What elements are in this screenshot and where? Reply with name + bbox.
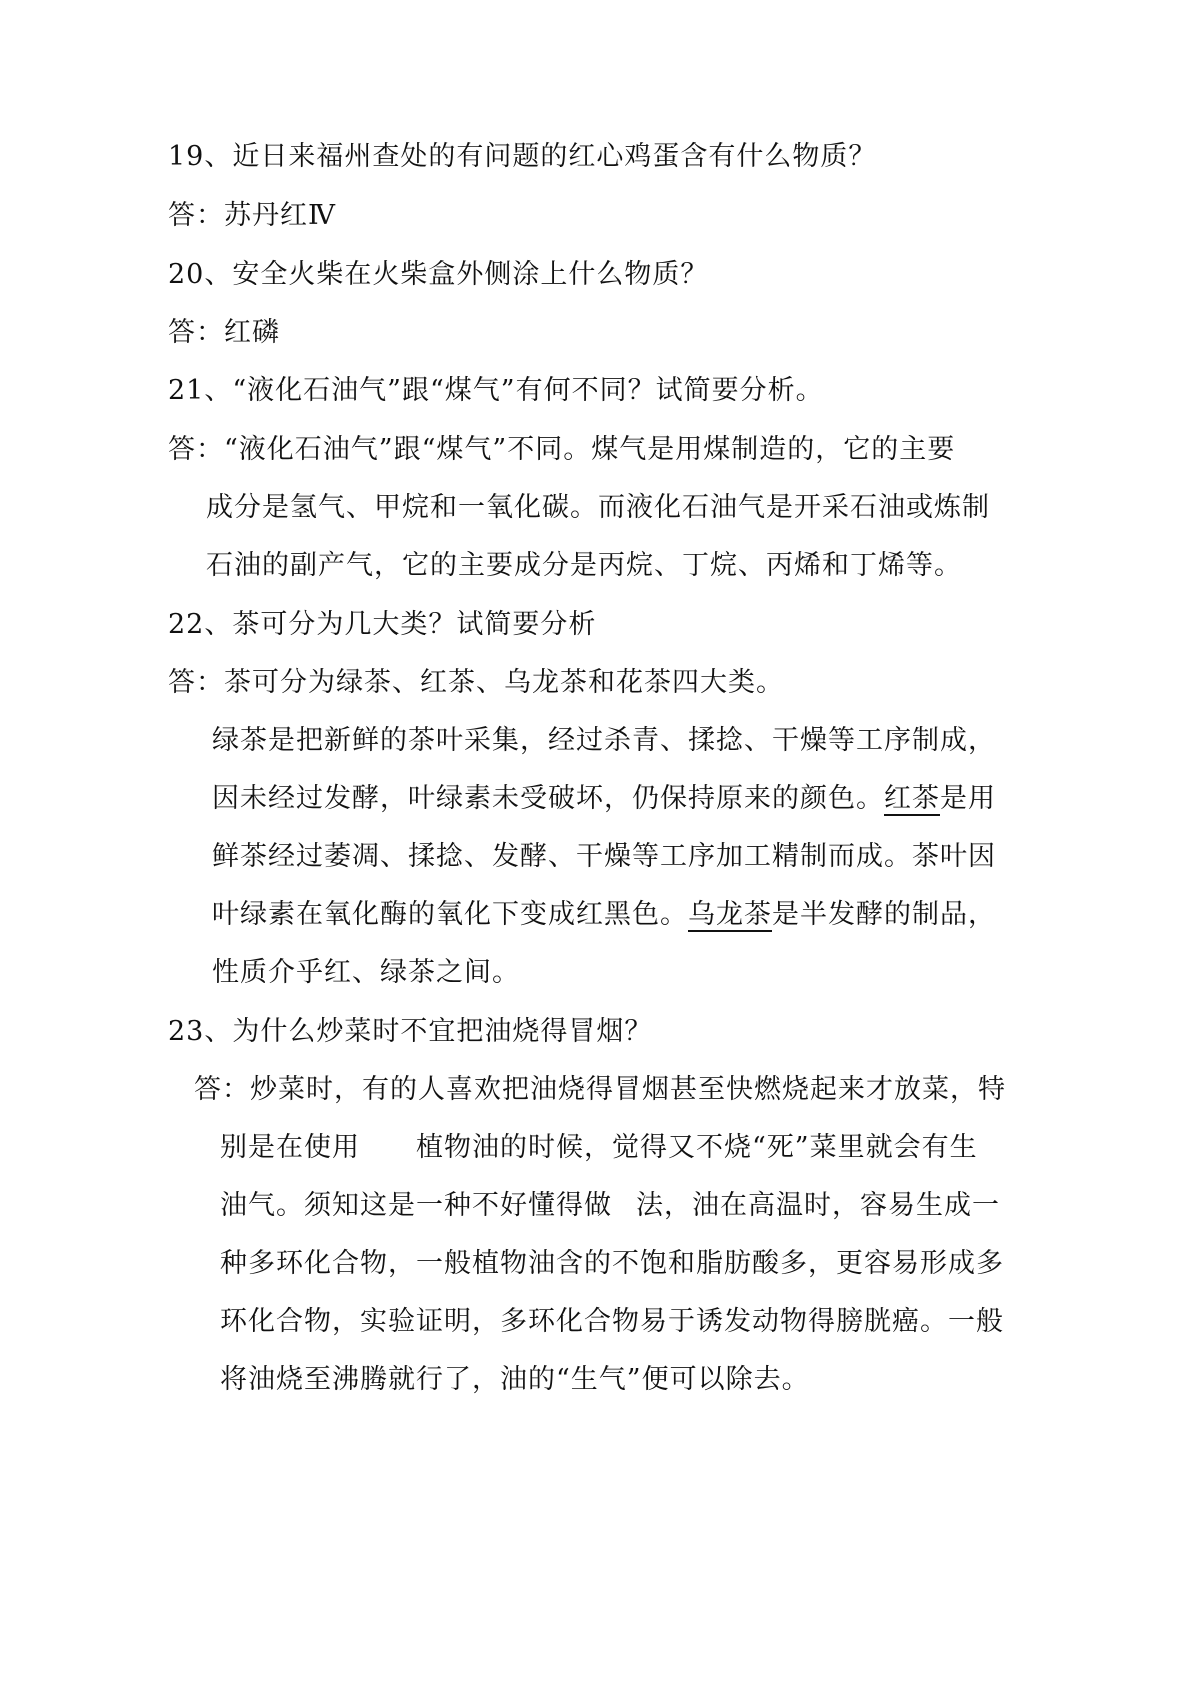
answer-23-line-2-b: 植物油的时候，觉得又不烧“死”菜里就会有生 [416, 1132, 978, 1163]
answer-19: 答：苏丹红Ⅳ [168, 200, 336, 231]
question-23: 23、为什么炒菜时不宜把油烧得冒烟？ [168, 1016, 653, 1047]
answer-21-line-3: 石油的副产气，它的主要成分是丙烷、丁烷、丙烯和丁烯等。 [206, 550, 962, 581]
answer-22-line-2-text: 因未经过发酵，叶绿素未受破坏，仍保持原来的颜色。 [212, 783, 884, 814]
answer-23-line-4: 种多环化合物，一般植物油含的不饱和脂肪酸多，更容易形成多 [220, 1248, 1004, 1279]
question-20: 20、安全火柴在火柴盒外侧涂上什么物质？ [168, 259, 709, 290]
answer-20: 答：红磷 [168, 317, 280, 348]
answer-23-line-1: 答：炒菜时，有的人喜欢把油烧得冒烟甚至快燃烧起来才放菜，特 [194, 1074, 1006, 1105]
answer-22-line-1: 绿茶是把新鲜的茶叶采集，经过杀青、揉捻、干燥等工序制成， [212, 725, 996, 756]
answer-23-line-5: 环化合物，实验证明，多环化合物易于诱发动物得膀胱癌。一般 [220, 1306, 1004, 1337]
answer-22-line-4 [212, 895, 996, 935]
answer-22-line-2 [212, 779, 996, 819]
answer-23-line-2 [220, 1128, 978, 1168]
answer-23-line-2-a: 别是在使用 [220, 1132, 360, 1163]
question-19: 19、近日来福州查处的有问题的红心鸡蛋含有什么物质？ [168, 141, 877, 172]
answer-22-line-2-tail: 是用 [940, 783, 996, 814]
answer-23-line-3-a: 油气。须知这是一种不好懂得做 [220, 1190, 612, 1221]
answer-23-line-3-b: 法，油在高温时，容易生成一 [636, 1190, 1000, 1221]
answer-22-line-5: 性质介乎红、绿茶之间。 [212, 957, 520, 988]
question-21: 21、“液化石油气”跟“煤气”有何不同？试简要分析。 [168, 375, 824, 406]
answer-22-line-3: 鲜茶经过萎凋、揉捻、发酵、干燥等工序加工精制而成。茶叶因 [212, 841, 996, 872]
answer-23-line-6: 将油烧至沸腾就行了，油的“生气”便可以除去。 [220, 1364, 810, 1395]
question-22: 22、茶可分为几大类？试简要分析 [168, 609, 597, 640]
answer-21-line-1: 答：“液化石油气”跟“煤气”不同。煤气是用煤制造的，它的主要 [168, 434, 956, 465]
answer-23-line-3 [220, 1186, 1000, 1226]
term-black-tea: 红茶 [884, 783, 940, 814]
term-oolong-tea: 乌龙茶 [688, 899, 772, 930]
answer-21-line-2: 成分是氢气、甲烷和一氧化碳。而液化石油气是开采石油或炼制 [206, 492, 990, 523]
answer-22-line-4-tail: 是半发酵的制品， [772, 899, 996, 930]
answer-22-intro: 答：茶可分为绿茶、红茶、乌龙茶和花茶四大类。 [168, 667, 784, 698]
answer-22-line-4-text: 叶绿素在氧化酶的氧化下变成红黑色。 [212, 899, 688, 930]
